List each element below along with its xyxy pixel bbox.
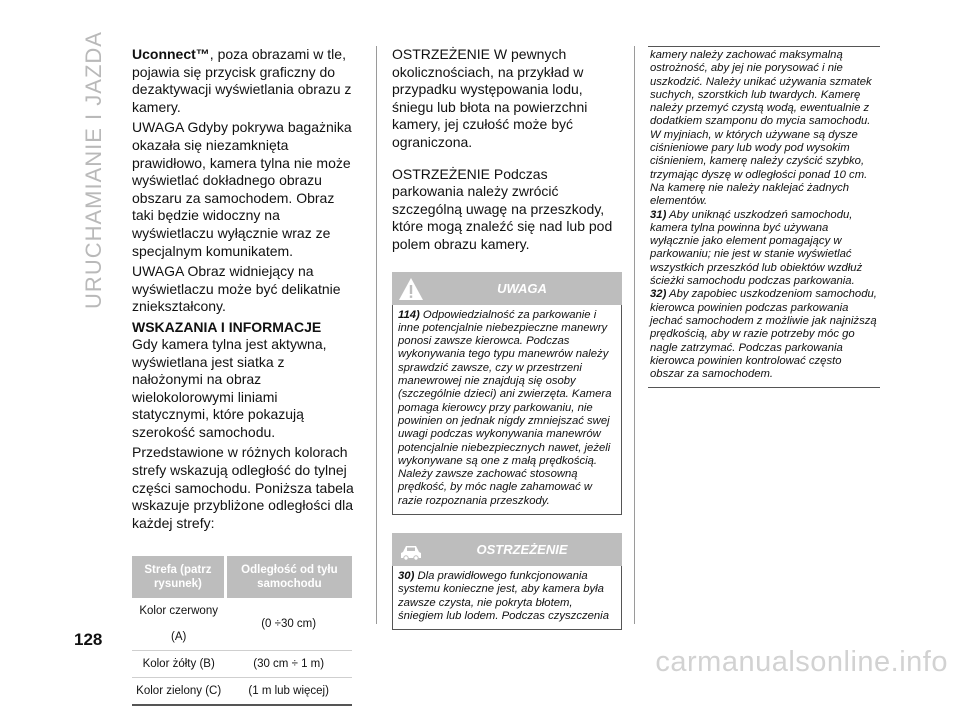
column-divider [376,46,377,624]
table-row [132,678,352,706]
table-cell-distance: (30 cm ÷ 1 m) [225,651,352,678]
uwaga-box-title: UWAGA [497,280,547,296]
table-cell-distance: (0 ÷30 cm) [225,598,352,651]
warning-ice-paragraph: OSTRZEŻENIE W pewnych okolicznościach, na przykład w przypadku występowania lodu, śniegu lub błota na powierzchni kamery, jej czułość może być ograniczona. [392,46,588,150]
continued-notes [648,46,880,388]
table-header-row [132,556,352,598]
note-number: 30) [398,569,415,582]
watermark: carmanualsonline.info [655,646,948,678]
section-heading: WSKAZANIA I INFORMACJE [132,318,322,335]
uconnect-text: , poza obrazami w tle, pojawia się przycisk graficzny do dezaktywacji wyświetlania obrazu z kamery. [132,46,352,115]
cleaning-note-continued: kamery należy zachować maksymalną ostrożność, aby jej nie porysować i nie uszkodzić. Należy unikać używania szmatek suchych, szorstkich lub twardych. Kamerę należy przemyć czystą wodą, ewentualnie z dodatkiem szamponu do mycia samochodu. W myjniach, w których używane są dysze ciśnieniowe pary lub wody pod wysokim ciśnieniem, kamerę należy czyścić szybko, trzymając dyszę w odległości ponad 10 cm. Na kamerę nie należy naklejać żadnych elementów. [650,49,872,208]
note-text: Aby uniknąć uszkodzeń samochodu, kamera tylna powinna być używana wyłącznie jako element pomagający w parkowaniu; nie jest w stanie wyświetlać wszystkich przeszkód lub obiektów wzdłuż ścieżki samochodu podczas parkowania. [650,208,863,288]
uwaga-box [392,272,622,515]
note-number: 32) [650,288,667,301]
warning-obstacles-paragraph: OSTRZEŻENIE Podczas parkowania należy zwrócić szczególną uwagę na przeszkody, które mogą znaleźć się nad lub pod polem obrazu kamery. [392,165,613,252]
uwaga-box-header [392,272,622,305]
ostrzezenie-box-header [392,533,622,566]
note-text: Odpowiedzialność za parkowanie i inne potencjalnie niebezpieczne manewry ponosi zawsze kierowca. Podczas wykonywania tego typu manewrów należy sprawdzić zawsze, czy w przestrzeni manewrowej nie znajdują się osoby (szczególnie dzieci) ani zwierzęta. Kamera pomaga kierowcy przy parkowaniu, nie powinien on jednak nigdy zmniejszać swej uwagi podczas wykonywania manewrów potencjalnie niebezpiecznych nawet, jeżeli wykonywane są one z małą prędkością. Należy zawsze zachować stosowną prędkość, by móc nagle zahamować w razie rozpoznania przeszkody. [398,308,612,507]
table-cell-zone: Kolor żółty (B) [132,651,225,678]
table-header-zone: Strefa (patrz rysunek) [132,556,225,598]
note-32 [650,288,878,381]
note-text: Aby zapobiec uszkodzeniom samochodu, kierowca powinien podczas parkowania jechać samochodem z możliwie jak najniższą prędkością, aby w razie potrzeby móc go nagle zatrzymać. Podczas parkowania kierowca powinien kontrolować często obszar za samochodem. [650,288,877,381]
column-left [132,46,354,706]
column-divider [634,46,635,624]
ostrzezenie-box-body [392,566,622,630]
zones-paragraph: Przedstawione w różnych kolorach strefy wskazują odległość do tylnej części samochodu. Poniższa tabela wskazuje przybliżone odległości dla każdej strefy: [132,444,354,531]
zones-table [132,556,352,706]
page-number: 128 [74,630,103,649]
note-number: 114) [398,308,420,321]
table-row [132,651,352,678]
grid-paragraph: Gdy kamera tylna jest aktywna, wyświetlana jest siatka z nałożonymi na obraz wielokolorowymi liniami statycznymi, które pokazują szerokość samochodu. [132,335,327,440]
table-cell-zone: Kolor zielony (C) [132,678,225,706]
column-right [648,46,880,388]
column-middle [392,46,622,630]
note-text: Dla prawidłowego funkcjonowania systemu konieczne jest, aby kamera była zawsze czysta, nie pokryta błotem, śniegiem lub lodem. Podczas czyszczenia [398,569,609,622]
ostrzezenie-box-title: OSTRZEŻENIE [476,541,568,557]
ostrzezenie-box [392,533,622,630]
table-row [132,598,352,651]
distortion-note-paragraph: UWAGA Obraz widniejący na wyświetlaczu może być delikatnie zniekształcony. [132,263,341,315]
note-number: 31) [650,208,667,221]
section-side-title [74,31,114,309]
uconnect-paragraph [132,46,354,116]
table-cell-distance: (1 m lub więcej) [225,678,352,706]
section-side-title-text: URUCHAMIANIE I JAZDA [81,31,106,309]
uconnect-brand: Uconnect™ [132,46,210,62]
trunk-note-paragraph: UWAGA Gdyby pokrywa bagażnika okazała się niezamknięta prawidłowo, kamera tylna nie może wyświetlać dokładnego obrazu obszaru za samochodem. Obraz taki będzie widoczny na wyświetlaczu wyłącznie wraz ze specjalnym komunikatem. [132,119,352,259]
table-cell-zone: Kolor czerwony (A) [132,598,225,651]
uwaga-box-body [392,305,622,515]
table-header-distance: Odległość od tyłu samochodu [225,556,352,598]
note-31 [650,209,878,289]
